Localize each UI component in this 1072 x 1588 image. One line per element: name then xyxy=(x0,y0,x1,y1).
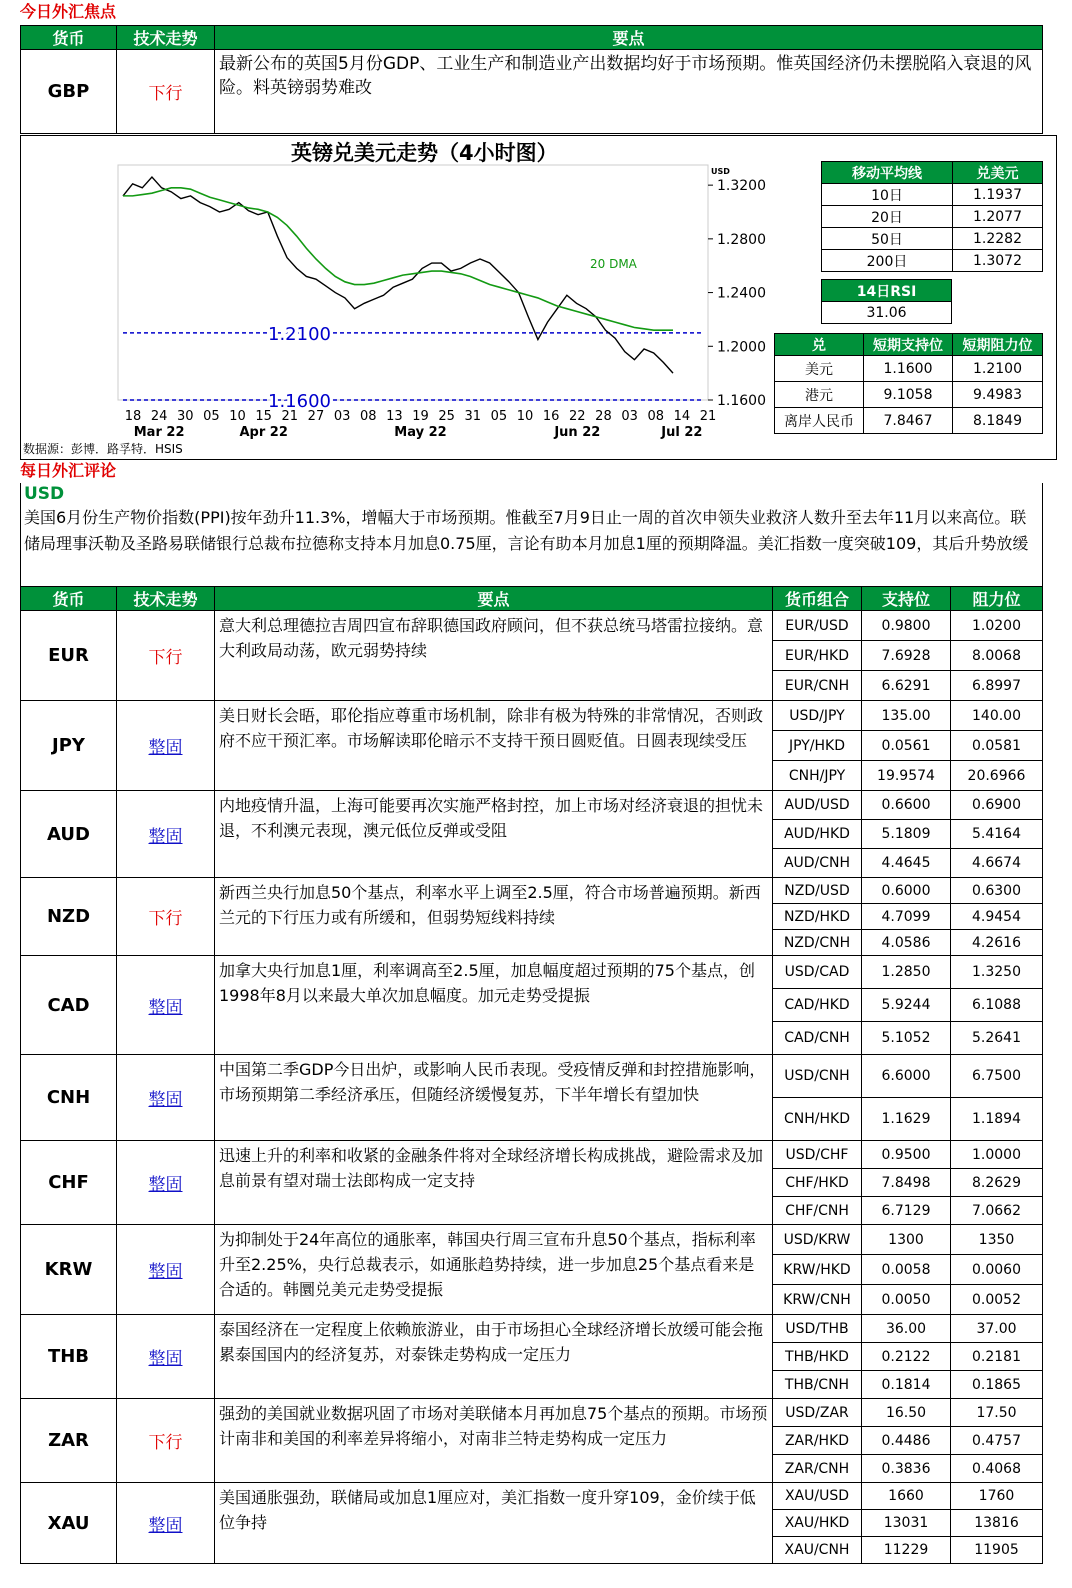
resistance-value: 6.8997 xyxy=(951,671,1043,701)
resistance-value: 1.0200 xyxy=(951,611,1043,641)
resistance-value: 6.7500 xyxy=(951,1055,1043,1098)
sr-resistance: 1.2100 xyxy=(953,356,1043,382)
pair-name: USD/KRW xyxy=(773,1225,862,1255)
resistance-value: 8.0068 xyxy=(951,641,1043,671)
support-value: 0.3836 xyxy=(862,1455,951,1483)
month-label: Jun 22 xyxy=(554,425,601,440)
pair-name: XAU/HKD xyxy=(773,1510,862,1537)
pair-name: CNH/JPY xyxy=(773,761,862,791)
resistance-value: 1.1894 xyxy=(951,1098,1043,1141)
pair-name: EUR/USD xyxy=(773,611,862,641)
sr-support: 7.8467 xyxy=(864,408,953,434)
pair-name: AUD/CNH xyxy=(773,849,862,878)
header-keypoints: 要点 xyxy=(215,587,773,611)
support-value: 0.9800 xyxy=(862,611,951,641)
sr-support: 9.1058 xyxy=(864,382,953,408)
resistance-value: 4.9454 xyxy=(951,904,1043,930)
gbp-text: 最新公布的英国5月份GDP、工业生产和制造业产出数据均好于市场预期。惟英国经济仍未摆脱陷入衰退的风险。料英镑弱势难改 xyxy=(215,50,1043,134)
currency-code: AUD xyxy=(21,791,117,878)
pair-name: JPY/HKD xyxy=(773,731,862,761)
x-tick-label: 18 xyxy=(124,409,142,424)
support-value: 0.0050 xyxy=(862,1285,951,1315)
focus-section-title: 今日外汇焦点 xyxy=(20,2,117,21)
pair-name: USD/CHF xyxy=(773,1141,862,1169)
support-value: 4.0586 xyxy=(862,930,951,956)
resistance-value: 5.4164 xyxy=(951,820,1043,849)
y-tick-label: 1.2000 xyxy=(717,339,766,356)
support-value: 5.1809 xyxy=(862,820,951,849)
resistance-value: 4.6674 xyxy=(951,849,1043,878)
currency-pair-row xyxy=(21,1483,1043,1510)
trend-label: 整固 xyxy=(117,1225,215,1315)
level-label: 1.1600 xyxy=(268,391,331,412)
x-tick-label: 08 xyxy=(359,409,377,424)
rsi-header: 14日RSI xyxy=(822,280,952,302)
x-tick-label: 08 xyxy=(647,409,665,424)
resistance-value: 1.0000 xyxy=(951,1141,1043,1169)
sr-currency: 离岸人民币 xyxy=(775,408,864,434)
resistance-value: 4.2616 xyxy=(951,930,1043,956)
sr-resistance: 8.1849 xyxy=(953,408,1043,434)
ma-label: 10日 xyxy=(822,184,953,206)
support-value: 0.9500 xyxy=(862,1141,951,1169)
currency-pair-row xyxy=(21,701,1043,731)
keypoint-text: 内地疫情升温，上海可能要再次实施严格封控，加上市场对经济衰退的担忧未退，不利澳元表现，澳元低位反弹或受阻 xyxy=(215,791,773,878)
support-value: 0.4486 xyxy=(862,1427,951,1455)
support-value: 1660 xyxy=(862,1483,951,1510)
support-value: 11229 xyxy=(862,1537,951,1564)
sr-support: 1.1600 xyxy=(864,356,953,382)
resistance-value: 6.1088 xyxy=(951,989,1043,1022)
sr-currency: 美元 xyxy=(775,356,864,382)
dma-annotation: 20 DMA xyxy=(590,257,637,272)
keypoint-text: 泰国经济在一定程度上依赖旅游业，由于市场担心全球经济增长放缓可能会拖累泰国国内的经济复苏，对泰铢走势构成一定压力 xyxy=(215,1315,773,1399)
chart-title: 英镑兑美元走势（4小时图） xyxy=(291,141,558,165)
x-tick-label: 03 xyxy=(621,409,638,424)
pair-name: NZD/USD xyxy=(773,878,862,904)
gbpusd-chart xyxy=(21,160,766,450)
pair-name: CAD/CNH xyxy=(773,1022,862,1055)
review-table xyxy=(20,586,1043,1564)
support-value: 135.00 xyxy=(862,701,951,731)
month-label: Jul 22 xyxy=(661,425,703,440)
ma-header: 移动平均线 xyxy=(822,162,953,184)
pair-name: USD/CNH xyxy=(773,1055,862,1098)
month-label: Apr 22 xyxy=(239,425,288,440)
currency-code: CHF xyxy=(21,1141,117,1225)
currency-code: NZD xyxy=(21,878,117,956)
trend-label: 整固 xyxy=(117,791,215,878)
trend-label: 下行 xyxy=(117,1399,215,1483)
support-value: 0.2122 xyxy=(862,1343,951,1371)
resistance-value: 7.0662 xyxy=(951,1197,1043,1225)
support-value: 5.9244 xyxy=(862,989,951,1022)
x-tick-label: 25 xyxy=(438,409,455,424)
resistance-value: 0.4068 xyxy=(951,1455,1043,1483)
support-value: 36.00 xyxy=(862,1315,951,1343)
moving-average-table xyxy=(821,161,1043,272)
support-value: 1.1629 xyxy=(862,1098,951,1141)
resistance-value: 0.0060 xyxy=(951,1255,1043,1285)
currency-code: THB xyxy=(21,1315,117,1399)
sr-header-resistance: 短期阻力位 xyxy=(953,334,1043,356)
rsi-table xyxy=(821,279,952,324)
pair-name: ZAR/HKD xyxy=(773,1427,862,1455)
header-keypoints: 要点 xyxy=(215,26,1043,50)
support-value: 1300 xyxy=(862,1225,951,1255)
resistance-value: 0.6300 xyxy=(951,878,1043,904)
resistance-value: 13816 xyxy=(951,1510,1043,1537)
pair-name: CHF/CNH xyxy=(773,1197,862,1225)
x-tick-label: 24 xyxy=(150,409,168,424)
support-resistance-table xyxy=(774,333,1043,434)
resistance-value: 0.1865 xyxy=(951,1371,1043,1399)
currency-pair-row xyxy=(21,1399,1043,1427)
sr-resistance: 9.4983 xyxy=(953,382,1043,408)
keypoint-text: 新西兰央行加息50个基点，利率水平上调至2.5厘，符合市场普遍预期。新西兰元的下行压力或有所缓和，但弱势短线料持续 xyxy=(215,878,773,956)
sr-header-support: 短期支持位 xyxy=(864,334,953,356)
currency-code: EUR xyxy=(21,611,117,701)
support-value: 1.2850 xyxy=(862,956,951,989)
resistance-value: 5.2641 xyxy=(951,1022,1043,1055)
resistance-value: 0.0581 xyxy=(951,731,1043,761)
currency-pair-row xyxy=(21,1225,1043,1255)
keypoint-text: 美国通胀强劲，联储局或加息1厘应对，美汇指数一度升穿109，金价续于低位争持 xyxy=(215,1483,773,1564)
trend-label: 下行 xyxy=(117,611,215,701)
data-source: 数据源：彭博．路孚特．HSIS xyxy=(23,442,183,456)
currency-pair-row xyxy=(21,1315,1043,1343)
header-resistance: 阻力位 xyxy=(951,587,1043,611)
usd-code: USD xyxy=(24,484,65,504)
resistance-value: 0.2181 xyxy=(951,1343,1043,1371)
keypoint-text: 中国第二季GDP今日出炉，或影响人民币表现。受疫情反弹和封控措施影响，市场预期第二季经济承压，但随经济缓慢复苏，下半年增长有望加快 xyxy=(215,1055,773,1141)
pair-name: CNH/HKD xyxy=(773,1098,862,1141)
currency-pair-row xyxy=(21,611,1043,641)
support-value: 6.6291 xyxy=(862,671,951,701)
currency-code: CAD xyxy=(21,956,117,1055)
support-value: 19.9574 xyxy=(862,761,951,791)
currency-code: KRW xyxy=(21,1225,117,1315)
resistance-value: 37.00 xyxy=(951,1315,1043,1343)
x-tick-label: 14 xyxy=(673,409,691,424)
y-tick-label: 1.3200 xyxy=(717,178,766,195)
pair-name: XAU/USD xyxy=(773,1483,862,1510)
ma-value: 1.2077 xyxy=(953,206,1043,228)
resistance-value: 1760 xyxy=(951,1483,1043,1510)
pair-name: THB/CNH xyxy=(773,1371,862,1399)
x-tick-label: 10 xyxy=(229,409,246,424)
x-tick-label: 03 xyxy=(333,409,351,424)
pair-name: USD/ZAR xyxy=(773,1399,862,1427)
currency-code: JPY xyxy=(21,701,117,791)
trend-label: 整固 xyxy=(117,956,215,1055)
support-value: 0.6600 xyxy=(862,791,951,820)
currency-code: ZAR xyxy=(21,1399,117,1483)
resistance-value: 11905 xyxy=(951,1537,1043,1564)
ma-value: 1.1937 xyxy=(953,184,1043,206)
pair-name: THB/HKD xyxy=(773,1343,862,1371)
trend-label: 整固 xyxy=(117,1055,215,1141)
currency-code: CNH xyxy=(21,1055,117,1141)
support-value: 7.6928 xyxy=(862,641,951,671)
pair-name: XAU/CNH xyxy=(773,1537,862,1564)
keypoint-text: 美日财长会晤，耶伦指应尊重市场机制，除非有极为特殊的非常情况，否则政府不应干预汇率。市场解读耶伦暗示不支持干预日圆贬值。日圆表现续受压 xyxy=(215,701,773,791)
support-value: 6.7129 xyxy=(862,1197,951,1225)
review-section-title: 每日外汇评论 xyxy=(20,461,117,480)
resistance-value: 140.00 xyxy=(951,701,1043,731)
trend-label: 整固 xyxy=(117,1483,215,1564)
resistance-value: 1350 xyxy=(951,1225,1043,1255)
resistance-value: 0.0052 xyxy=(951,1285,1043,1315)
support-value: 4.7099 xyxy=(862,904,951,930)
trend-label: 下行 xyxy=(117,878,215,956)
pair-name: USD/JPY xyxy=(773,701,862,731)
header-pair: 货币组合 xyxy=(773,587,862,611)
pair-name: AUD/HKD xyxy=(773,820,862,849)
pair-name: KRW/HKD xyxy=(773,1255,862,1285)
support-value: 0.0561 xyxy=(862,731,951,761)
support-value: 0.1814 xyxy=(862,1371,951,1399)
x-tick-label: 05 xyxy=(203,409,220,424)
pair-name: CHF/HKD xyxy=(773,1169,862,1197)
keypoint-text: 加拿大央行加息1厘，利率调高至2.5厘，加息幅度超过预期的75个基点，创1998年8月以来最大单次加息幅度。加元走势受提振 xyxy=(215,956,773,1055)
currency-pair-row xyxy=(21,1141,1043,1169)
pair-name: AUD/USD xyxy=(773,791,862,820)
sr-currency: 港元 xyxy=(775,382,864,408)
keypoint-text: 强劲的美国就业数据巩固了市场对美联储本月再加息75个基点的预期。市场预计南非和美国的利率差异将缩小，对南非兰特走势构成一定压力 xyxy=(215,1399,773,1483)
pair-name: USD/CAD xyxy=(773,956,862,989)
header-trend: 技术走势 xyxy=(117,587,215,611)
pair-name: USD/THB xyxy=(773,1315,862,1343)
header-currency: 货币 xyxy=(21,587,117,611)
support-value: 13031 xyxy=(862,1510,951,1537)
x-tick-label: 21 xyxy=(699,409,717,424)
x-tick-label: 30 xyxy=(176,409,194,424)
support-value: 5.1052 xyxy=(862,1022,951,1055)
y-axis-unit: USD xyxy=(711,167,730,176)
keypoint-text: 意大利总理德拉吉周四宣布辞职德国政府顾问，但不获总统马塔雷拉接纳。意大利政局动荡，欧元弱势持续 xyxy=(215,611,773,701)
support-value: 0.0058 xyxy=(862,1255,951,1285)
header-trend: 技术走势 xyxy=(117,26,215,50)
level-label: 1.2100 xyxy=(268,323,331,345)
focus-table xyxy=(20,25,1043,134)
ma-value: 1.2282 xyxy=(953,228,1043,250)
x-tick-label: 13 xyxy=(386,409,403,424)
currency-pair-row xyxy=(21,791,1043,820)
month-label: May 22 xyxy=(394,425,447,440)
plot-area xyxy=(118,165,708,400)
y-tick-label: 1.2400 xyxy=(717,285,766,302)
x-tick-label: 19 xyxy=(412,409,429,424)
usd-text: 美国6月份生产物价指数(PPI)按年劲升11.3%，增幅大于市场预期。惟截至7月9日止一周的首次申领失业救济人数升至去年11月以来高位。联储局理事沃勒及圣路易联储银行总裁布拉德称支持本月加息0.75厘，言论有助本月加息1厘的预期降温。美汇指数一度突破109，其后升势放缓 xyxy=(24,508,1029,553)
pair-name: CAD/HKD xyxy=(773,989,862,1022)
support-value: 6.6000 xyxy=(862,1055,951,1098)
support-value: 7.8498 xyxy=(862,1169,951,1197)
pair-name: EUR/HKD xyxy=(773,641,862,671)
month-label: Mar 22 xyxy=(133,425,185,440)
sr-header-vs: 兑 xyxy=(775,334,864,356)
resistance-value: 20.6966 xyxy=(951,761,1043,791)
y-tick-label: 1.1600 xyxy=(717,393,766,409)
pair-name: EUR/CNH xyxy=(773,671,862,701)
rsi-value: 31.06 xyxy=(822,302,952,324)
x-tick-label: 05 xyxy=(490,409,508,424)
x-tick-label: 16 xyxy=(542,409,560,424)
resistance-value: 0.4757 xyxy=(951,1427,1043,1455)
x-tick-label: 21 xyxy=(281,409,299,424)
resistance-value: 8.2629 xyxy=(951,1169,1043,1197)
resistance-value: 17.50 xyxy=(951,1399,1043,1427)
pair-name: NZD/CNH xyxy=(773,930,862,956)
keypoint-text: 为抑制处于24年高位的通胀率，韩国央行周三宣布升息50个基点，指标利率升至2.25%，央行总裁表示，如通胀趋势持续，进一步加息25个基点看来是合适的。韩圜兑美元走势受提振 xyxy=(215,1225,773,1315)
x-tick-label: 28 xyxy=(595,409,612,424)
support-value: 4.4645 xyxy=(862,849,951,878)
ma-label: 20日 xyxy=(822,206,953,228)
currency-code: XAU xyxy=(21,1483,117,1564)
x-tick-label: 15 xyxy=(255,409,272,424)
support-value: 0.6000 xyxy=(862,878,951,904)
header-support: 支持位 xyxy=(862,587,951,611)
ma-label: 50日 xyxy=(822,228,953,250)
usd-commentary xyxy=(20,483,1043,586)
trend-label: 整固 xyxy=(117,701,215,791)
ma-label: 200日 xyxy=(822,250,953,272)
ma-vs-usd-header: 兑美元 xyxy=(953,162,1043,184)
trend-label: 整固 xyxy=(117,1141,215,1225)
pair-name: ZAR/CNH xyxy=(773,1455,862,1483)
gbp-trend: 下行 xyxy=(117,50,215,134)
gbp-code: GBP xyxy=(21,50,117,134)
x-tick-label: 22 xyxy=(569,409,586,424)
ma-value: 1.3072 xyxy=(953,250,1043,272)
x-tick-label: 31 xyxy=(464,409,482,424)
resistance-value: 1.3250 xyxy=(951,956,1043,989)
trend-label: 整固 xyxy=(117,1315,215,1399)
header-currency: 货币 xyxy=(21,26,117,50)
keypoint-text: 迅速上升的利率和收紧的金融条件将对全球经济增长构成挑战，避险需求及加息前景有望对瑞士法郎构成一定支持 xyxy=(215,1141,773,1225)
y-tick-label: 1.2800 xyxy=(717,231,766,248)
x-tick-label: 10 xyxy=(516,409,534,424)
currency-pair-row xyxy=(21,956,1043,989)
support-value: 16.50 xyxy=(862,1399,951,1427)
pair-name: NZD/HKD xyxy=(773,904,862,930)
currency-pair-row xyxy=(21,1055,1043,1098)
currency-pair-row xyxy=(21,878,1043,904)
pair-name: KRW/CNH xyxy=(773,1285,862,1315)
x-tick-label: 27 xyxy=(307,409,325,424)
resistance-value: 0.6900 xyxy=(951,791,1043,820)
